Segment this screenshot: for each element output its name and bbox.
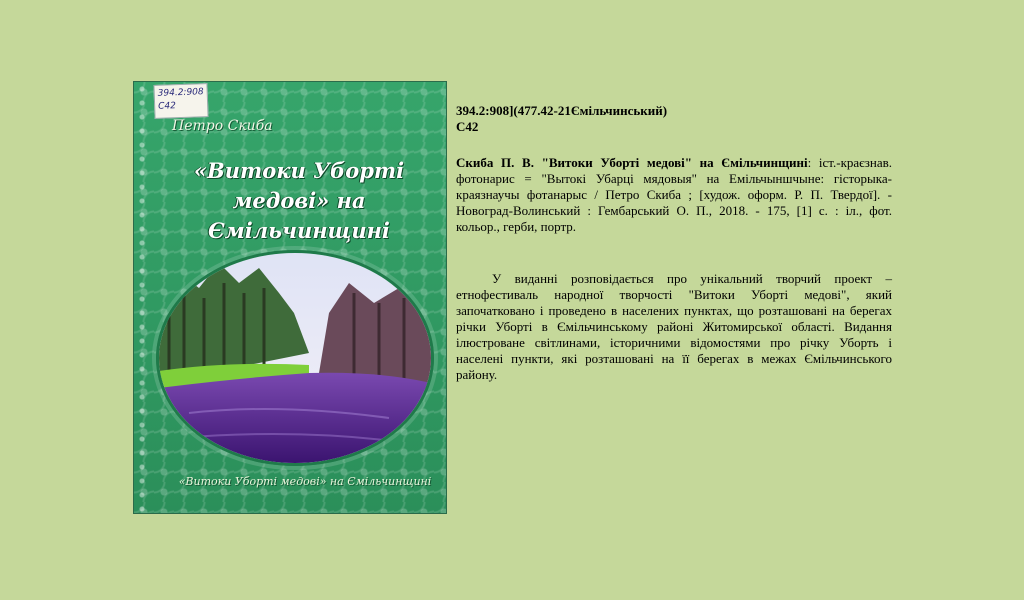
cover-title: «Витоки Уборті медові» на Ємільчинщині bbox=[193, 158, 405, 243]
bibliographic-record bbox=[456, 103, 892, 383]
entry-heading: Скиба П. В. "Витоки Уборті медові" на Ємільчинщині bbox=[456, 155, 808, 170]
cover-author: Петро Скиба bbox=[172, 118, 273, 134]
cover-ornament-border bbox=[134, 82, 150, 513]
book-cover bbox=[133, 81, 447, 514]
river-landscape-image bbox=[159, 253, 431, 463]
entry-description: : іст.-краєзнав. фотонарис = "Вытокі Убарці мядовыя" на Емільчыншчыне: гісторыка-краязнаучы фотанарыс / Петро Скиба ; [худож. оформ. Р. П. Твердої]. - Новоград-Волинський : Гембарський О. П., 2018. - 175, [1] с. : іл., фот. кольор., герби, портр. bbox=[456, 155, 892, 234]
call-number: С42 bbox=[456, 119, 479, 134]
cover-river-photo bbox=[156, 250, 434, 466]
sticker-udc: 394.2:908 bbox=[157, 87, 204, 99]
udc-code: 394.2:908](477.42-21Ємільчинський) bbox=[456, 103, 668, 118]
library-sticker bbox=[153, 83, 208, 119]
sticker-call-number: С42 bbox=[158, 101, 177, 112]
annotation-text: У виданні розповідається про унікальний творчий проект – етнофестиваль народної творчості "Витоки Уборті медові", який започатковано і проведено в населених пунктах, що розташовані на берегах річки Уборті в Ємільчинському районі Житомирської області. Видання ілюстроване світлинами, історичними відомостями про річку Уборть і населені пункти, які розташовані на її берегах в межах Ємільчинського району. bbox=[456, 271, 892, 382]
bibliographic-entry bbox=[456, 155, 892, 235]
cover-subtitle: «Витоки Уборті медові» на Ємільчинщині bbox=[178, 475, 432, 488]
